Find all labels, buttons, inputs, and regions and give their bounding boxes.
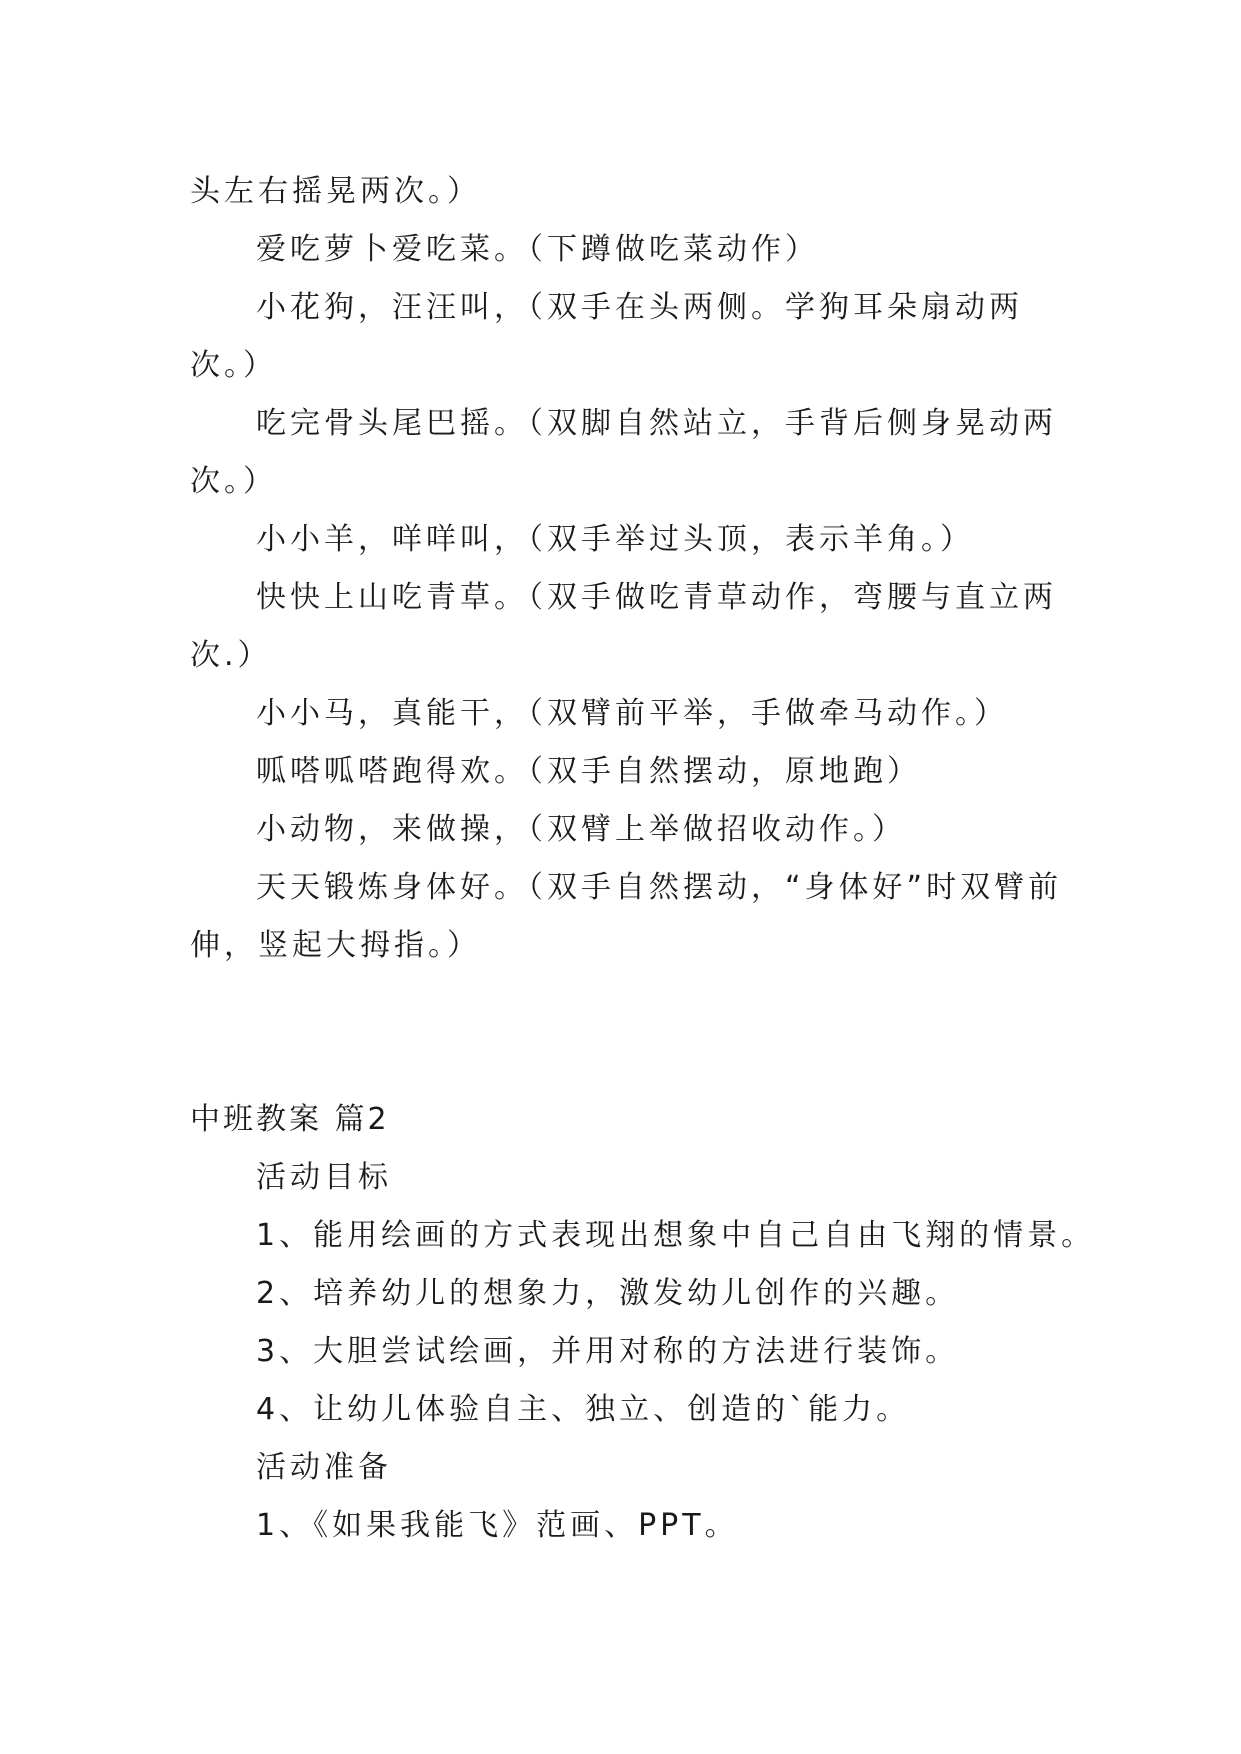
paragraph-line: 小动物，来做操，（双臂上举做招收动作。） — [256, 812, 906, 847]
goal-item: 4、让幼儿体验自主、独立、创造的`能力。 — [256, 1392, 911, 1427]
goal-item: 1、能用绘画的方式表现出想象中自己自由飞翔的情景。 — [256, 1218, 1096, 1253]
prep-heading: 活动准备 — [256, 1450, 392, 1485]
goal-item: 2、培养幼儿的想象力，激发幼儿创作的兴趣。 — [256, 1276, 960, 1311]
paragraph-line: 伸，竖起大拇指。） — [190, 928, 481, 963]
paragraph-line: 次。） — [190, 348, 277, 383]
paragraph-line: 小小马，真能干，（双臂前平举，手做牵马动作。） — [256, 696, 1008, 731]
paragraph-line: 次。） — [190, 464, 277, 499]
paragraph-line: 爱吃萝卜爱吃菜。（下蹲做吃菜动作） — [256, 232, 819, 267]
paragraph-line: 天天锻炼身体好。（双手自然摆动，“身体好”时双臂前 — [256, 870, 1063, 905]
paragraph-line: 吃完骨头尾巴摇。（双脚自然站立，手背后侧身晃动两 — [256, 406, 1057, 441]
paragraph-line: 次.） — [190, 638, 272, 673]
paragraph-line: 小花狗，汪汪叫，（双手在头两侧。学狗耳朵扇动两 — [256, 290, 1023, 325]
paragraph-line: 小小羊，咩咩叫，（双手举过头顶，表示羊角。） — [256, 522, 974, 557]
paragraph-line: 呱嗒呱嗒跑得欢。（双手自然摆动，原地跑） — [256, 754, 921, 789]
section-title: 中班教案 篇2 — [190, 1102, 390, 1137]
section-spacer — [190, 975, 1091, 1091]
paragraph-line: 头左右摇晃两次。） — [190, 174, 481, 209]
goal-item: 3、大胆尝试绘画，并用对称的方法进行装饰。 — [256, 1334, 960, 1369]
goals-heading: 活动目标 — [256, 1160, 392, 1195]
paragraph-line: 快快上山吃青草。（双手做吃青草动作，弯腰与直立两 — [256, 580, 1057, 615]
prep-item: 1、《如果我能飞》范画、PPT。 — [256, 1508, 739, 1543]
